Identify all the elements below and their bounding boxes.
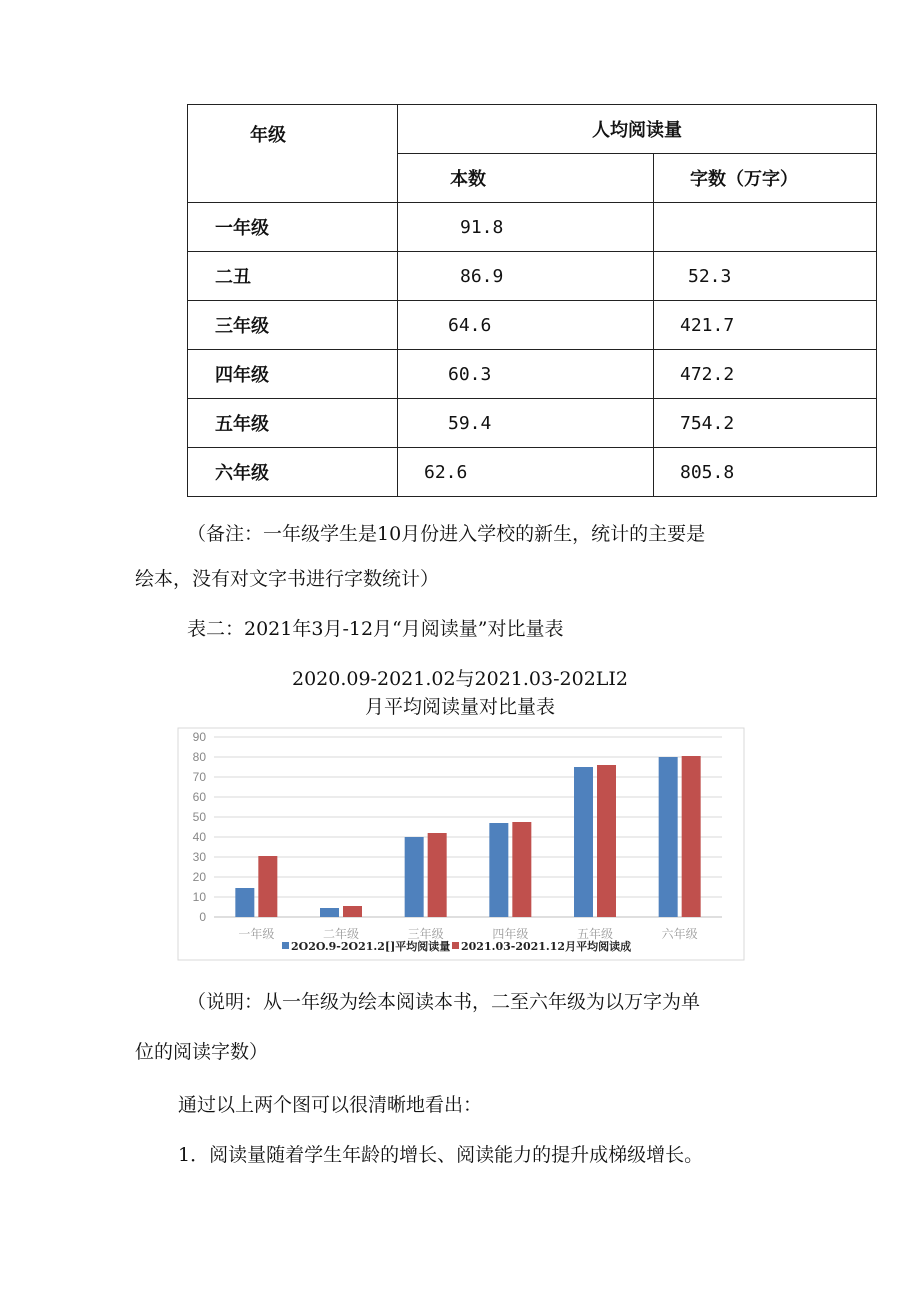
table-row <box>188 399 877 448</box>
note-line-2: 绘本，没有对文字书进行字数统计） <box>135 568 440 590</box>
table-row <box>188 350 877 399</box>
row-books: 60.3 <box>398 350 654 399</box>
row-grade: 四年级 <box>188 350 398 399</box>
bar-2 <box>682 756 701 917</box>
table-row <box>188 203 877 252</box>
x-tick-label: 一年级 <box>238 927 275 941</box>
conclusion-text: 通过以上两个图可以很清晰地看出： <box>178 1094 483 1116</box>
row-words: 805.8 <box>654 448 877 497</box>
row-words <box>654 203 877 252</box>
bar-1 <box>489 823 508 917</box>
x-tick-label: 五年级 <box>576 927 614 941</box>
row-words: 754.2 <box>654 399 877 448</box>
y-tick-label: 0 <box>199 910 206 924</box>
bar-2 <box>343 906 362 917</box>
row-words: 472.2 <box>654 350 877 399</box>
table-row <box>188 252 877 301</box>
row-words: 52.3 <box>654 252 877 301</box>
table-row <box>188 448 877 497</box>
x-tick-label: 四年级 <box>492 927 529 941</box>
note-line-1: （备注：一年级学生是10月份进入学校的新生，统计的主要是 <box>187 523 706 545</box>
legend-swatch <box>282 942 289 949</box>
row-books: 59.4 <box>398 399 654 448</box>
bar-1 <box>235 888 254 917</box>
chart-title-line-1: 2020.09-2021.02与2021.03-202LI2 <box>291 668 629 690</box>
chart-title-line-2: 月平均阅读量对比量表 <box>364 696 555 718</box>
row-books: 91.8 <box>398 203 654 252</box>
y-tick-label: 90 <box>192 730 206 744</box>
bar-chart <box>170 724 750 964</box>
y-tick-label: 30 <box>192 850 206 864</box>
y-tick-label: 50 <box>192 810 206 824</box>
explain-line-2: 位的阅读字数） <box>135 1041 269 1063</box>
point-1: 1．阅读量随着学生年龄的增长、阅读能力的提升成梯级增长。 <box>178 1144 704 1166</box>
x-tick-label: 六年级 <box>661 927 698 941</box>
bar-2 <box>597 765 616 917</box>
x-tick-label: 三年级 <box>407 927 444 941</box>
header-books: 本数 <box>398 154 654 203</box>
row-grade: 五年级 <box>188 399 398 448</box>
bar-2 <box>258 856 277 917</box>
y-tick-label: 10 <box>192 890 206 904</box>
x-tick-label: 二年级 <box>322 927 360 941</box>
row-grade: 六年级 <box>188 448 398 497</box>
legend-label: 2021.03-2021.12月平均阅读成 <box>461 940 632 953</box>
table-row <box>188 301 877 350</box>
row-grade: 三年级 <box>188 301 398 350</box>
bar-1 <box>659 757 678 917</box>
row-books: 62.6 <box>398 448 654 497</box>
row-grade: 二丑 <box>188 252 398 301</box>
legend-swatch <box>452 942 459 949</box>
row-books: 64.6 <box>398 301 654 350</box>
row-books: 86.9 <box>398 252 654 301</box>
header-grade: 年级 <box>188 105 398 203</box>
y-tick-label: 70 <box>192 770 206 784</box>
y-tick-label: 20 <box>192 870 206 884</box>
reading-table <box>187 104 877 497</box>
bar-1 <box>405 837 424 917</box>
y-tick-label: 40 <box>192 830 206 844</box>
header-words: 字数（万字） <box>654 154 877 203</box>
table2-caption: 表二：2021年3月-12月“月阅读量”对比量表 <box>187 618 564 640</box>
y-tick-label: 80 <box>192 750 206 764</box>
bar-1 <box>574 767 593 917</box>
y-tick-label: 60 <box>192 790 206 804</box>
header-per-capita: 人均阅读量 <box>398 105 877 154</box>
row-grade: 一年级 <box>188 203 398 252</box>
bar-2 <box>428 833 447 917</box>
explain-line-1: （说明：从一年级为绘本阅读本书，二至六年级为以万字为单 <box>187 991 701 1013</box>
row-words: 421.7 <box>654 301 877 350</box>
bar-1 <box>320 908 339 917</box>
legend-label: 2O2O.9-2O21.2[]平均阅读量 <box>291 940 451 953</box>
bar-2 <box>512 822 531 917</box>
